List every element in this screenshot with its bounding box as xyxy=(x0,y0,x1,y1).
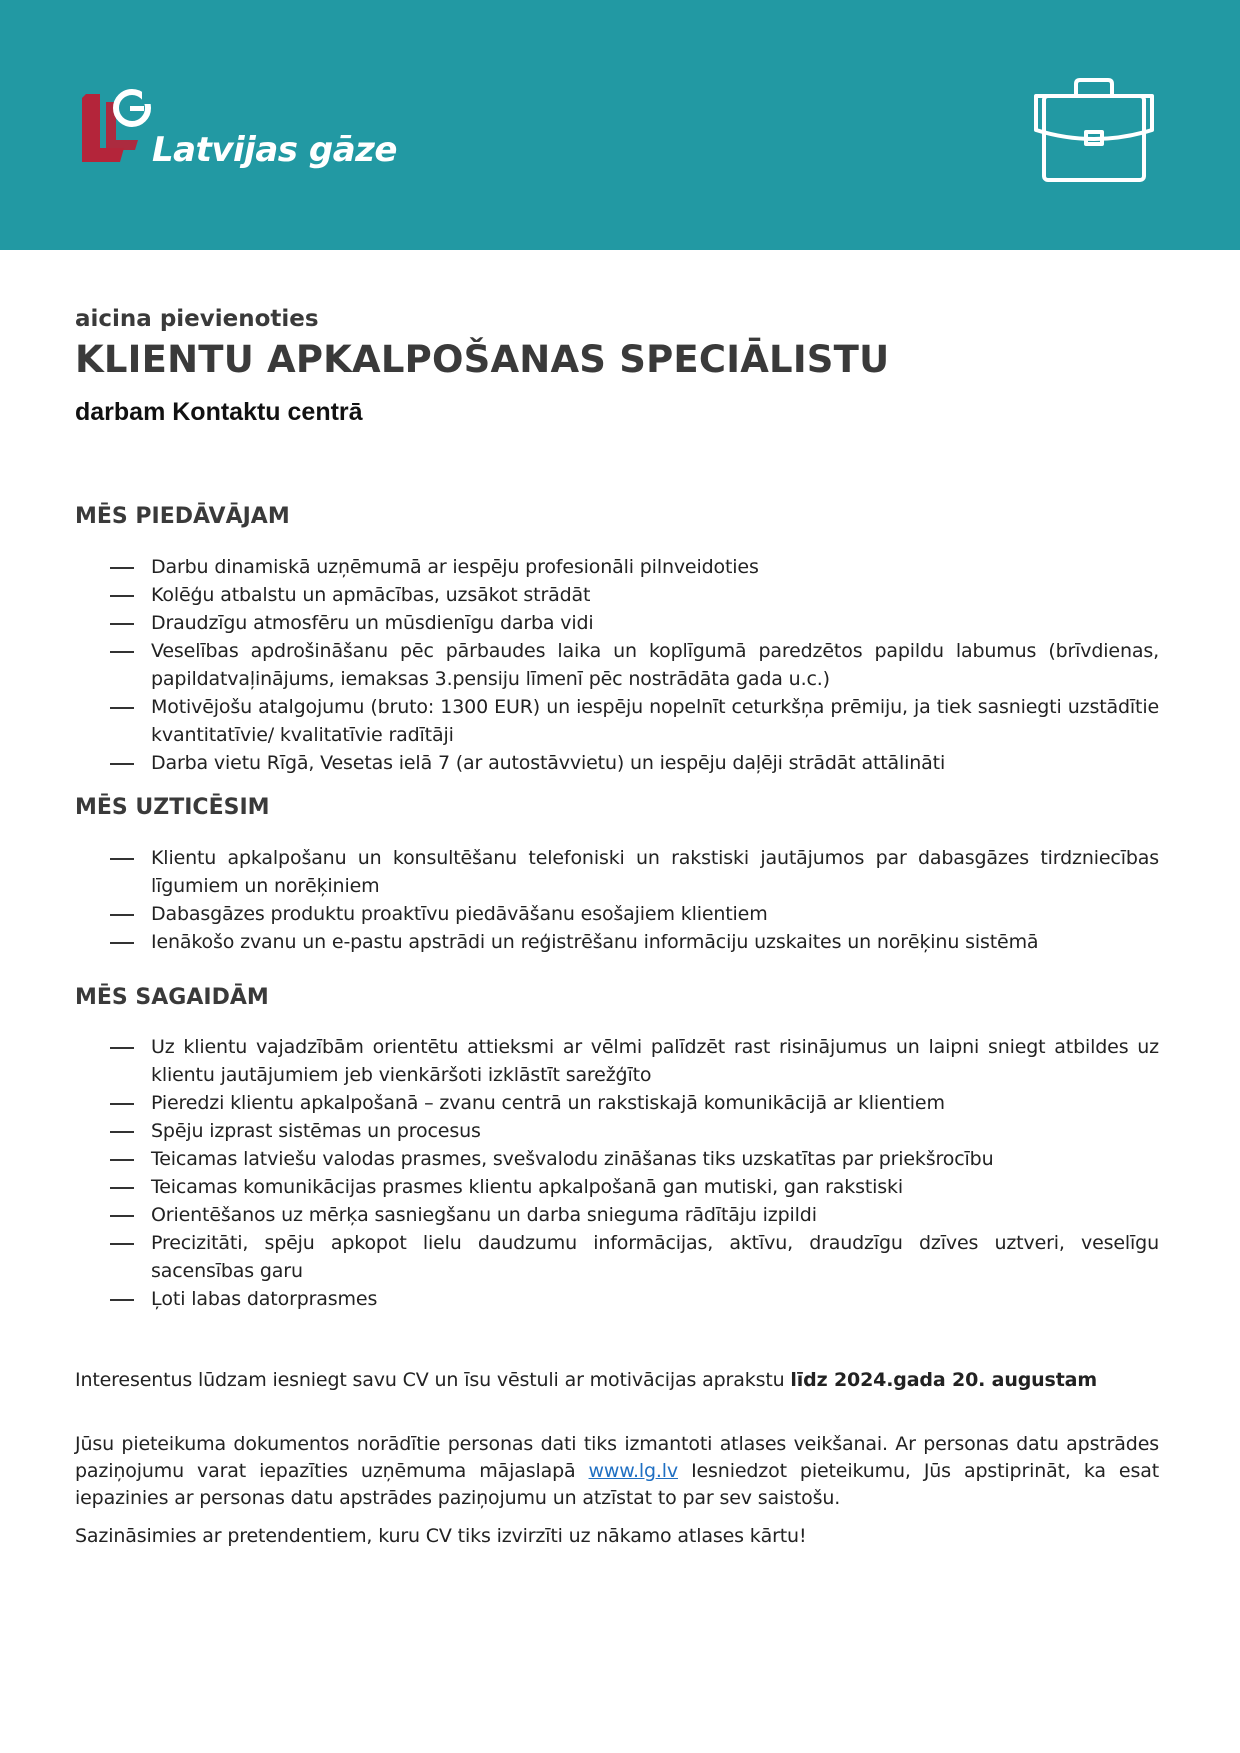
dash-bullet xyxy=(110,1215,134,1217)
dash-bullet xyxy=(110,1159,134,1161)
list-item: Spēju izprast sistēmas un procesus xyxy=(75,1117,1159,1145)
list-item: Teicamas latviešu valodas prasmes, svešvalodu zināšanas tiks uzskatītas par priekšrocību xyxy=(75,1145,1159,1173)
list-item: Uz klientu vajadzībām orientētu attieksmi ar vēlmi palīdzēt rast risinājumus un laipni sniegt atbildes uz klientu jautājumiem jeb vienkāršoti izklāstīt sarežģīto xyxy=(75,1033,1159,1089)
privacy-paragraph: Jūsu pieteikuma dokumentos norādītie personas dati tiks izmantoti atlases veikšanai. Ar personas datu apstrādes paziņojumu varat iepazīties uzņēmuma mājaslapā www.lg.lv Iesniedzot pieteikumu, Jūs apstiprināt, ka esat iepazinies ar personas datu apstrādes paziņojumu un atzīstat to par sev saistošu. xyxy=(75,1433,1160,1509)
list-item: Ļoti labas datorprasmes xyxy=(75,1285,1159,1313)
list-item: Ienākošo zvanu un e-pastu apstrādi un reģistrēšanu informāciju uzskaites un norēķinu sistēmā xyxy=(75,928,1159,956)
offer-list xyxy=(75,553,1159,777)
list-item: Motivējošu atalgojumu (bruto: 1300 EUR) un iespēju nopelnīt ceturkšņa prēmiju, ja tiek sasniegti uzstādītie kvantitatīvie/ kvalitatīvie radītāji xyxy=(75,693,1159,749)
closing-text: Sazināsimies ar pretendentiem, kuru CV tiks izvirzīti uz nākamo atlases kārtu! xyxy=(75,1525,807,1547)
list-item: Teicamas komunikācijas prasmes klientu apkalpošanā gan mutiski, gan rakstiski xyxy=(75,1173,1159,1201)
trust-list xyxy=(75,844,1159,956)
briefcase-icon xyxy=(1034,78,1154,184)
dash-bullet xyxy=(110,942,134,944)
website-link[interactable]: www.lg.lv xyxy=(588,1460,678,1482)
dash-bullet xyxy=(110,651,134,653)
application-paragraph: Interesentus lūdzam iesniegt savu CV un īsu vēstuli ar motivācijas aprakstu līdz 2024.gada 20. augustam xyxy=(75,1369,1097,1391)
lg-logo-icon xyxy=(80,88,152,172)
dash-bullet xyxy=(110,763,134,765)
list-item: Kolēģu atbalstu un apmācības, uzsākot strādāt xyxy=(75,581,1159,609)
section-heading-offer: MĒS PIEDĀVĀJAM xyxy=(75,504,290,529)
dash-bullet xyxy=(110,1103,134,1105)
dash-bullet xyxy=(110,623,134,625)
company-logo[interactable] xyxy=(80,88,430,178)
brand-name: Latvijas gāze xyxy=(152,130,397,170)
application-deadline: līdz 2024.gada 20. augustam xyxy=(790,1369,1097,1391)
list-item: Dabasgāzes produktu proaktīvu piedāvāšanu esošajiem klientiem xyxy=(75,900,1159,928)
dash-bullet xyxy=(110,1187,134,1189)
list-item: Precizitāti, spēju apkopot lielu daudzumu informācijas, aktīvu, draudzīgu dzīves uztveri, veselīgu sacensības garu xyxy=(75,1229,1159,1285)
dash-bullet xyxy=(110,595,134,597)
dash-bullet xyxy=(110,914,134,916)
dash-bullet xyxy=(110,1131,134,1133)
expect-list xyxy=(75,1033,1159,1313)
dash-bullet xyxy=(110,1047,134,1049)
list-item: Draudzīgu atmosfēru un mūsdienīgu darba vidi xyxy=(75,609,1159,637)
dash-bullet xyxy=(110,707,134,709)
list-item: Orientēšanos uz mērķa sasniegšanu un darba snieguma rādītāju izpildi xyxy=(75,1201,1159,1229)
dash-bullet xyxy=(110,1299,134,1301)
list-item: Veselības apdrošināšanu pēc pārbaudes laika un koplīgumā paredzētos papildu labumus (brīvdienas, papildatvaļinājums, iemaksas 3.pensiju līmenī pēc nostrādāta gada u.c.) xyxy=(75,637,1159,693)
list-item: Klientu apkalpošanu un konsultēšanu telefoniski un rakstiski jautājumos par dabasgāzes tirdzniecības līgumiem un norēķiniem xyxy=(75,844,1159,900)
list-item: Darba vietu Rīgā, Vesetas ielā 7 (ar autostāvvietu) un iespēju daļēji strādāt attālināti xyxy=(75,749,1159,777)
dash-bullet xyxy=(110,567,134,569)
dash-bullet xyxy=(110,1243,134,1245)
job-subtitle: darbam Kontaktu centrā xyxy=(75,398,363,426)
section-heading-trust: MĒS UZTICĒSIM xyxy=(75,795,270,820)
header-banner xyxy=(0,0,1240,250)
job-title: KLIENTU APKALPOŠANAS SPECIĀLISTU xyxy=(75,338,890,381)
list-item: Pieredzi klientu apkalpošanā – zvanu centrā un rakstiskajā komunikācijā ar klientiem xyxy=(75,1089,1159,1117)
section-heading-expect: MĒS SAGAIDĀM xyxy=(75,985,269,1010)
intro-text: aicina pievienoties xyxy=(75,306,319,332)
dash-bullet xyxy=(110,858,134,860)
list-item: Darbu dinamiskā uzņēmumā ar iespēju profesionāli pilnveidoties xyxy=(75,553,1159,581)
